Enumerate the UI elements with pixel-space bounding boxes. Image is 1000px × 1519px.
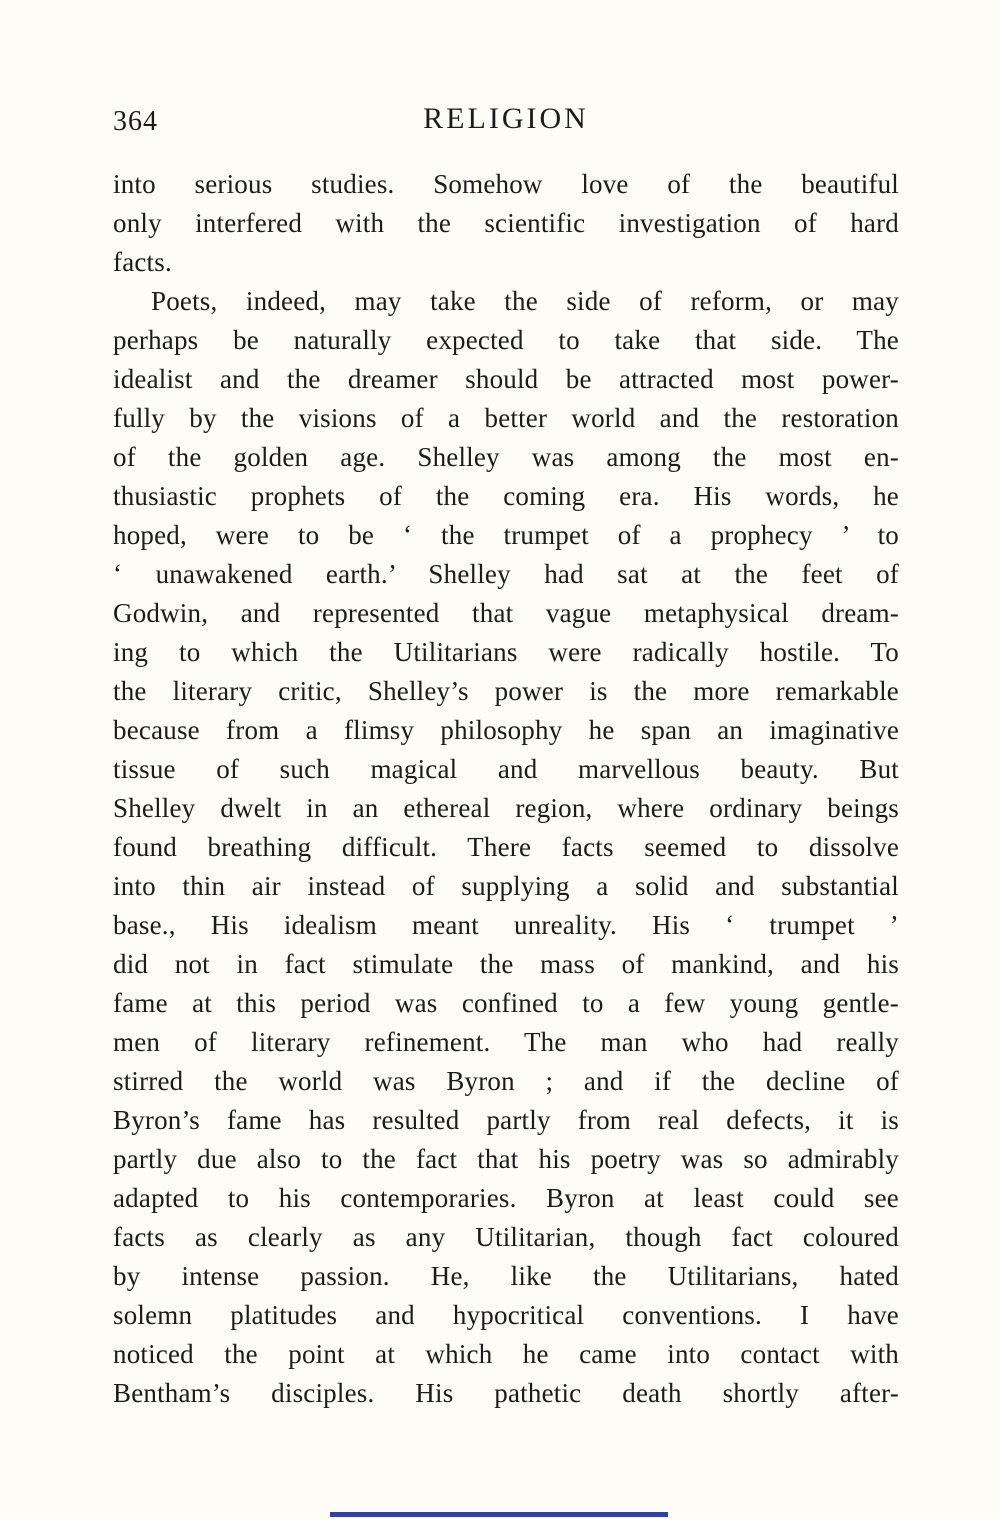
text-line: Poets, indeed, may take the side of reform, or may xyxy=(151,286,899,316)
text-line: into thin air instead of supplying a solid and substantial xyxy=(113,871,899,901)
text-line: Byron’s fame has resulted partly from real defects, it is xyxy=(113,1105,899,1135)
text-line: ing to which the Utilitarians were radically hostile. To xyxy=(113,637,899,667)
text-line: tissue of such magical and marvellous beauty. But xyxy=(113,754,899,784)
text-line: did not in fact stimulate the mass of mankind, and his xyxy=(113,949,899,979)
text-line: Shelley dwelt in an ethereal region, where ordinary beings xyxy=(113,793,899,823)
text-line: Godwin, and represented that vague metaphysical dream- xyxy=(113,598,899,628)
scan-artifact-line xyxy=(330,1512,668,1517)
text-line: fully by the visions of a better world and the restoration xyxy=(113,403,899,433)
text-line: the literary critic, Shelley’s power is the more remarkable xyxy=(113,676,899,706)
text-line: idealist and the dreamer should be attracted most power- xyxy=(113,364,899,394)
text-line: adapted to his contemporaries. Byron at least could see xyxy=(113,1183,899,1213)
text-line: facts as clearly as any Utilitarian, though fact coloured xyxy=(113,1222,899,1252)
text-line: thusiastic prophets of the coming era. His words, he xyxy=(113,481,899,511)
page-number: 364 xyxy=(113,106,158,137)
text-line: solemn platitudes and hypocritical conventions. I have xyxy=(113,1300,899,1330)
running-head: RELIGION xyxy=(423,102,589,135)
text-line: perhaps be naturally expected to take that side. The xyxy=(113,325,899,355)
text-line: ‘ unawakened earth.’ Shelley had sat at the feet of xyxy=(113,559,899,589)
page-body xyxy=(113,165,899,1413)
text-line: found breathing difficult. There facts seemed to dissolve xyxy=(113,832,899,862)
text-line: because from a flimsy philosophy he span an imaginative xyxy=(113,715,899,745)
text-line: facts. xyxy=(113,247,172,277)
text-line: stirred the world was Byron ; and if the decline of xyxy=(113,1066,899,1096)
text-line: base., His idealism meant unreality. His ‘ trumpet ’ xyxy=(113,910,899,940)
text-line: men of literary refinement. The man who had really xyxy=(113,1027,899,1057)
text-line: by intense passion. He, like the Utilitarians, hated xyxy=(113,1261,899,1291)
text-line: fame at this period was confined to a few young gentle- xyxy=(113,988,899,1018)
text-line: into serious studies. Somehow love of the beautiful xyxy=(113,169,899,199)
text-line: noticed the point at which he came into contact with xyxy=(113,1339,899,1369)
page-header xyxy=(113,102,899,144)
text-line: only interfered with the scientific investigation of hard xyxy=(113,208,899,238)
text-line: of the golden age. Shelley was among the most en- xyxy=(113,442,899,472)
text-line: Bentham’s disciples. His pathetic death shortly after- xyxy=(113,1378,899,1408)
text-line: hoped, were to be ‘ the trumpet of a prophecy ’ to xyxy=(113,520,899,550)
text-line: partly due also to the fact that his poetry was so admirably xyxy=(113,1144,899,1174)
